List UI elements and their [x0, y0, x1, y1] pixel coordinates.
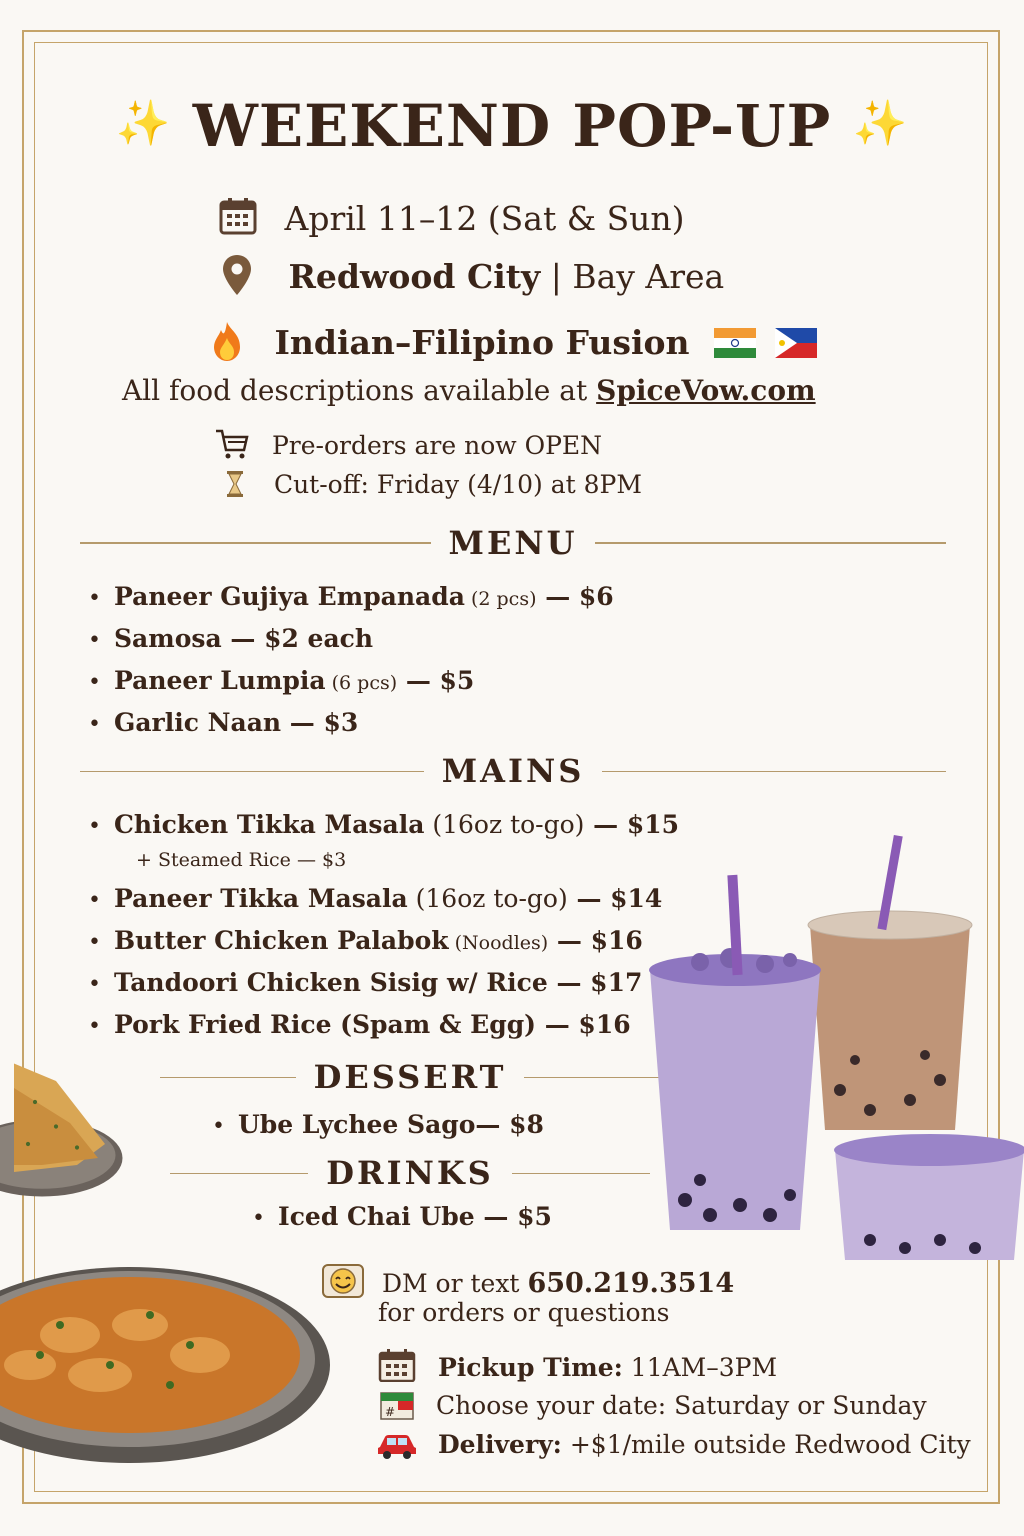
dessert-item: • Ube Lychee Sago— $8	[212, 1110, 544, 1139]
curry-bowl-image	[0, 1255, 330, 1465]
delivery-value: +$1/mile outside Redwood City	[561, 1430, 971, 1459]
hourglass-icon	[226, 470, 244, 498]
menu-item: • Garlic Naan — $3	[88, 708, 359, 737]
divider	[512, 1173, 650, 1174]
website-link[interactable]: SpiceVow.com	[596, 374, 816, 407]
sparkle-icon-right: ✨	[852, 98, 909, 149]
ube-drinks-image	[640, 830, 1024, 1260]
divider	[80, 542, 431, 544]
menu-item: • Chicken Tikka Masala (16oz to-go) — $15	[88, 810, 680, 839]
menu-heading: MENU	[448, 524, 578, 562]
shopping-cart-icon	[214, 428, 250, 460]
drinks-item: • Iced Chai Ube — $5	[252, 1202, 552, 1231]
divider	[80, 771, 424, 772]
india-flag-icon	[714, 328, 756, 358]
pickup-value: 11AM–3PM	[622, 1353, 778, 1382]
pickup-label: Pickup Time:	[437, 1353, 623, 1382]
event-date-text: April 11–12 (Sat & Sun)	[284, 199, 685, 238]
menu-section-header	[80, 524, 946, 562]
car-icon	[376, 1431, 418, 1459]
dessert-section-header	[160, 1058, 660, 1096]
drinks-section-header	[170, 1154, 650, 1192]
divider	[595, 542, 946, 544]
sparkle-icon-left: ✨	[115, 98, 172, 149]
philippines-flag-icon	[775, 328, 817, 358]
menu-item: • Samosa — $2 each	[88, 624, 374, 653]
choose-date-text: Choose your date: Saturday or Sunday	[435, 1391, 927, 1420]
descriptions-line	[122, 374, 816, 407]
menu-list	[88, 576, 614, 744]
delivery-line	[376, 1430, 971, 1459]
event-location	[222, 254, 724, 296]
menu-item: • Pork Fried Rice (Spam & Egg) — $16	[88, 1010, 631, 1039]
drinks-heading: DRINKS	[326, 1154, 494, 1192]
mains-heading: MAINS	[441, 752, 585, 790]
choose-date-line	[380, 1390, 927, 1420]
divider	[160, 1077, 296, 1078]
mains-list	[88, 804, 679, 1046]
dessert-heading: DESSERT	[313, 1058, 507, 1096]
pickup-line	[378, 1348, 777, 1382]
naan-plate-image	[0, 1060, 140, 1200]
fire-icon	[208, 320, 246, 362]
preorder-text: Pre-orders are now OPEN	[271, 431, 603, 460]
delivery-label: Delivery:	[437, 1430, 562, 1459]
event-date	[218, 196, 685, 238]
contact-line	[322, 1264, 734, 1299]
preorder-line	[214, 428, 602, 460]
calendar-icon	[378, 1348, 416, 1382]
svg-text:#: #	[385, 1405, 396, 1419]
menu-item: • Butter Chicken Palabok (Noodles) — $16	[88, 926, 643, 955]
calendar-flag-icon	[380, 1390, 414, 1420]
location-pin-icon	[222, 254, 252, 296]
cuisine-line	[208, 320, 817, 362]
calendar-icon	[218, 196, 258, 236]
menu-item: • Paneer Gujiya Empanada (2 pcs) — $6	[88, 582, 614, 611]
phone-number[interactable]: 650.219.3514	[527, 1268, 735, 1299]
menu-item: • Tandoori Chicken Sisig w/ Rice — $17	[88, 968, 643, 997]
menu-item: • Paneer Tikka Masala (16oz to-go) — $14	[88, 884, 663, 913]
mains-section-header	[80, 752, 946, 790]
descriptions-text: All food descriptions available at	[122, 374, 597, 407]
cuisine-text: Indian–Filipino Fusion	[274, 323, 690, 362]
menu-item: • Paneer Lumpia (6 pcs) — $5	[88, 666, 475, 695]
cutoff-text: Cut-off: Friday (4/10) at 8PM	[273, 470, 642, 499]
contact-subline: for orders or questions	[378, 1298, 670, 1327]
location-area: | Bay Area	[540, 257, 725, 296]
menu-subitem: + Steamed Rice — $3	[136, 849, 347, 871]
divider	[170, 1173, 308, 1174]
page-title	[0, 92, 1024, 160]
cutoff-line	[226, 470, 642, 499]
divider	[602, 771, 946, 772]
location-city: Redwood City	[288, 257, 541, 296]
title-text: WEEKEND POP-UP	[192, 92, 832, 160]
contact-prefix: DM or text	[381, 1269, 528, 1298]
